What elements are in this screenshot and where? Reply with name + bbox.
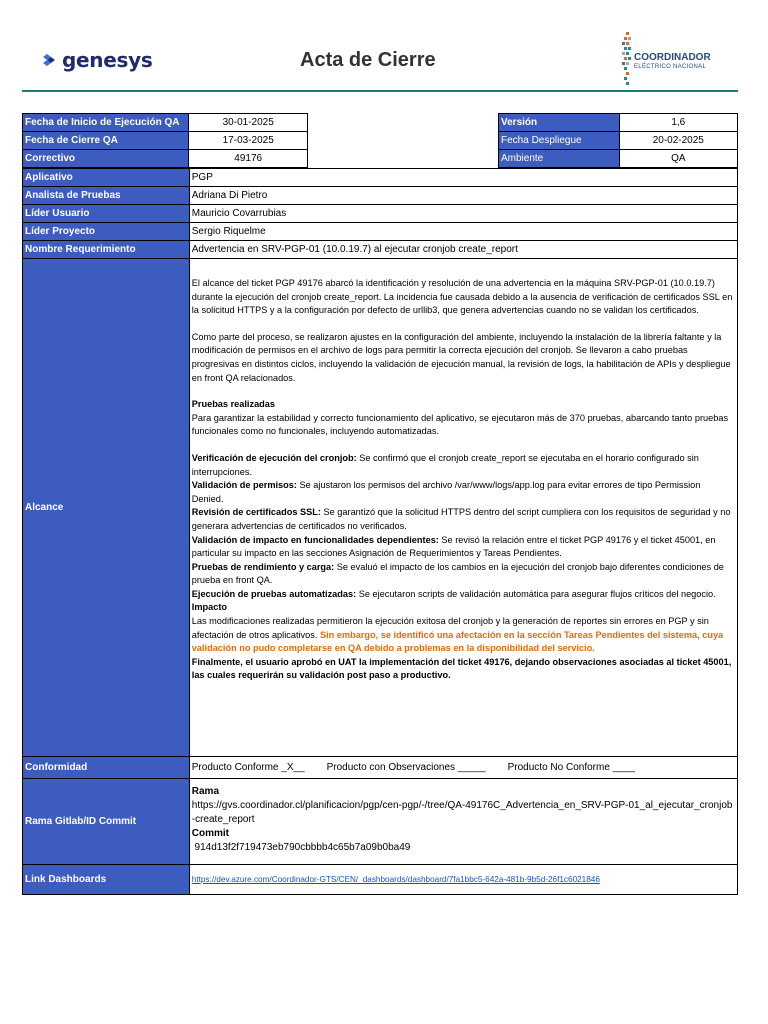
genesys-logo: [42, 48, 152, 72]
page-title: Acta de Cierre: [300, 49, 436, 71]
alcance-paragraph: El alcance del ticket PGP 49176 abarcó la identificación y resolución de una advertencia en la máquina SRV-PGP-01 (10.0.19.7) durante la ejecución del cronjob create_report. La incidencia fue causada debido a la ausencia de verificación de certificados SSL en la solicitud HTTPS y a la configuración por defecto de urllib3, que genera advertencias cuando no se validan los certificados.: [191, 278, 733, 316]
rama-title: Rama: [191, 786, 220, 797]
coordinador-logo: [616, 30, 746, 90]
detail-row: [23, 223, 738, 241]
test-item-title: Validación de impacto en funcionalidades dependientes:: [191, 534, 439, 545]
field-label: Fecha de Cierre QA: [23, 132, 189, 150]
commit-id: 914d13f2f719473eb790cbbbb4c65b7a09b0ba49: [191, 842, 411, 853]
info-row: [499, 150, 738, 168]
test-item: [192, 588, 734, 602]
conformidad-options: [189, 757, 737, 779]
detail-row: [23, 241, 738, 259]
info-row: [23, 114, 308, 132]
test-item: [192, 452, 734, 479]
detail-row: [23, 169, 738, 187]
test-item-text: Se ajustaron los permisos del archivo /var/www/logs/app.log para evitar errores de tipo Permission Denied.: [191, 480, 701, 504]
conformidad-option-conforme: Producto Conforme _X__: [191, 762, 305, 773]
field-value: 30-01-2025: [189, 114, 308, 132]
test-item-text: Se garantizó que la solicitud HTTPS dentro del script cumpliera con los requisitos de seguridad y no generara advertencias de certificados no verificados.: [191, 507, 731, 531]
field-label: Líder Proyecto: [23, 223, 190, 241]
field-label: Fecha Despliegue: [499, 132, 620, 150]
rama-url: https://gvs.coordinador.cl/planificacion/pgp/cen-pgp/-/tree/QA-49176C_Advertencia_en_SRV-PGP-01_al_ejecutar_cronjob-create_report: [191, 800, 733, 825]
field-label: Link Dashboards: [23, 865, 190, 895]
test-item-title: Validación de permisos:: [191, 480, 297, 491]
test-item-text: Se revisó la relación entre el ticket PGP 49176 y el ticket 45001, en particular su impacto en las secciones Asignación de Requerimientos y Tareas Pendientes.: [191, 534, 716, 559]
alcance-paragraph: Como parte del proceso, se realizaron ajustes en la configuración del ambiente, incluyendo la instalación de la librería faltante y la modificación de permisos en el archivo de logs para permitir la correcta ejecución del cronjob. Se llevaron a cabo pruebas progresivas en distintos ciclos, incluyendo la validación de ejecución manual, la revisión de logs, la habilitación de APIs y despliegue en front QA relacionados.: [191, 331, 731, 383]
coordinador-mark-icon: [618, 30, 634, 90]
field-value: Sergio Riquelme: [189, 223, 737, 241]
field-value: Mauricio Covarrubias: [189, 205, 737, 223]
detail-row: [23, 205, 738, 223]
test-item: [192, 479, 734, 506]
test-item-title: Verificación de ejecución del cronjob:: [191, 452, 357, 463]
field-label: Nombre Requerimiento: [23, 241, 190, 259]
field-value: 20-02-2025: [619, 132, 737, 150]
section-heading: Impacto: [191, 602, 227, 613]
field-value: QA: [619, 150, 737, 168]
test-item-title: Pruebas de rendimiento y carga:: [191, 561, 335, 572]
field-value: Adriana Di Pietro: [189, 187, 737, 205]
dates-table: [22, 113, 308, 168]
document-header: [0, 0, 768, 96]
test-item-title: Revisión de certificados SSL:: [191, 507, 321, 518]
alcance-paragraph: Para garantizar la estabilidad y correcto funcionamiento del aplicativo, se ejecutaron más de 370 pruebas, abarcando tanto pruebas funcionales como no funcionales, incluyendo automatizadas.: [191, 412, 729, 437]
field-value: 49176: [189, 150, 308, 168]
info-row: [23, 132, 308, 150]
info-row: [499, 114, 738, 132]
test-item: [192, 561, 734, 588]
rama-row: [23, 779, 738, 865]
field-label: Fecha de Inicio de Ejecución QA: [23, 114, 189, 132]
details-table: [22, 168, 738, 895]
field-label: Analista de Pruebas: [23, 187, 190, 205]
test-item: [192, 534, 734, 561]
genesys-mark-icon: [42, 53, 56, 67]
alcance-row: [23, 259, 738, 757]
dashboards-row: [23, 865, 738, 895]
field-label: Versión: [499, 114, 620, 132]
field-label: Alcance: [23, 259, 190, 757]
conformidad-row: [23, 757, 738, 779]
field-label: Conformidad: [23, 757, 190, 779]
field-value: PGP: [189, 169, 737, 187]
info-row: [23, 150, 308, 168]
field-value: 1,6: [619, 114, 737, 132]
final-paragraph: Finalmente, el usuario aprobó en UAT la implementación del ticket 49176, dejando observaciones asociadas al ticket 45001, las cuales requerirán su validación post paso a productivo.: [191, 656, 732, 681]
test-item-text: Se confirmó que el cronjob create_report se ejecutaba en el horario configurado sin interrupciones.: [191, 452, 699, 477]
conformidad-option-observaciones: Producto con Observaciones _____: [326, 762, 486, 773]
field-label: Rama Gitlab/ID Commit: [23, 779, 190, 865]
commit-title: Commit: [191, 828, 229, 839]
test-item-text: Se evaluó el impacto de los cambios en la ejecución del cronjob bajo diferentes condiciones de prueba en front QA.: [191, 561, 724, 586]
field-label: Ambiente: [499, 150, 620, 168]
version-table: [498, 113, 738, 168]
conformidad-option-no-conforme: Producto No Conforme ____: [507, 762, 635, 773]
genesys-wordmark: genesys: [62, 48, 153, 72]
header-divider: [22, 90, 738, 92]
rama-content: [189, 779, 737, 865]
test-item-title: Ejecución de pruebas automatizadas:: [191, 588, 357, 599]
impacto-warning: Sin embargo, se identificó una afectación en la sección Tareas Pendientes del sistema, cuya validación no pudo completarse en QA debido a problemas en la disponibilidad del servicio.: [191, 629, 724, 654]
test-item-text: Se ejecutaron scripts de validación automática para asegurar flujos críticos del negocio.: [356, 588, 716, 599]
test-item: [192, 506, 734, 533]
field-label: Correctivo: [23, 150, 189, 168]
section-heading: Pruebas realizadas: [191, 399, 276, 410]
field-label: Aplicativo: [23, 169, 190, 187]
coordinador-subtitle: ELÉCTRICO NACIONAL: [634, 64, 707, 70]
dashboards-cell: [189, 865, 737, 895]
detail-row: [23, 187, 738, 205]
field-value: Advertencia en SRV-PGP-01 (10.0.19.7) al ejecutar cronjob create_report: [189, 241, 737, 259]
info-row: [499, 132, 738, 150]
field-value: 17-03-2025: [189, 132, 308, 150]
impacto-text: Las modificaciones realizadas permitieron la ejecución exitosa del cronjob y la generación de reportes sin errores en PGP y sin afectación de otros aplicativos.: [191, 616, 709, 640]
impacto-paragraph: [192, 615, 734, 656]
coordinador-wordmark: COORDINADOR: [634, 52, 711, 63]
alcance-content: [189, 259, 737, 757]
dashboard-link[interactable]: https://dev.azure.com/Coordinador-GTS/CEN/_dashboards/dashboard/7fa1bbc5-642a-481b-9b5d-26f1c6021846: [191, 875, 600, 884]
field-label: Líder Usuario: [23, 205, 190, 223]
